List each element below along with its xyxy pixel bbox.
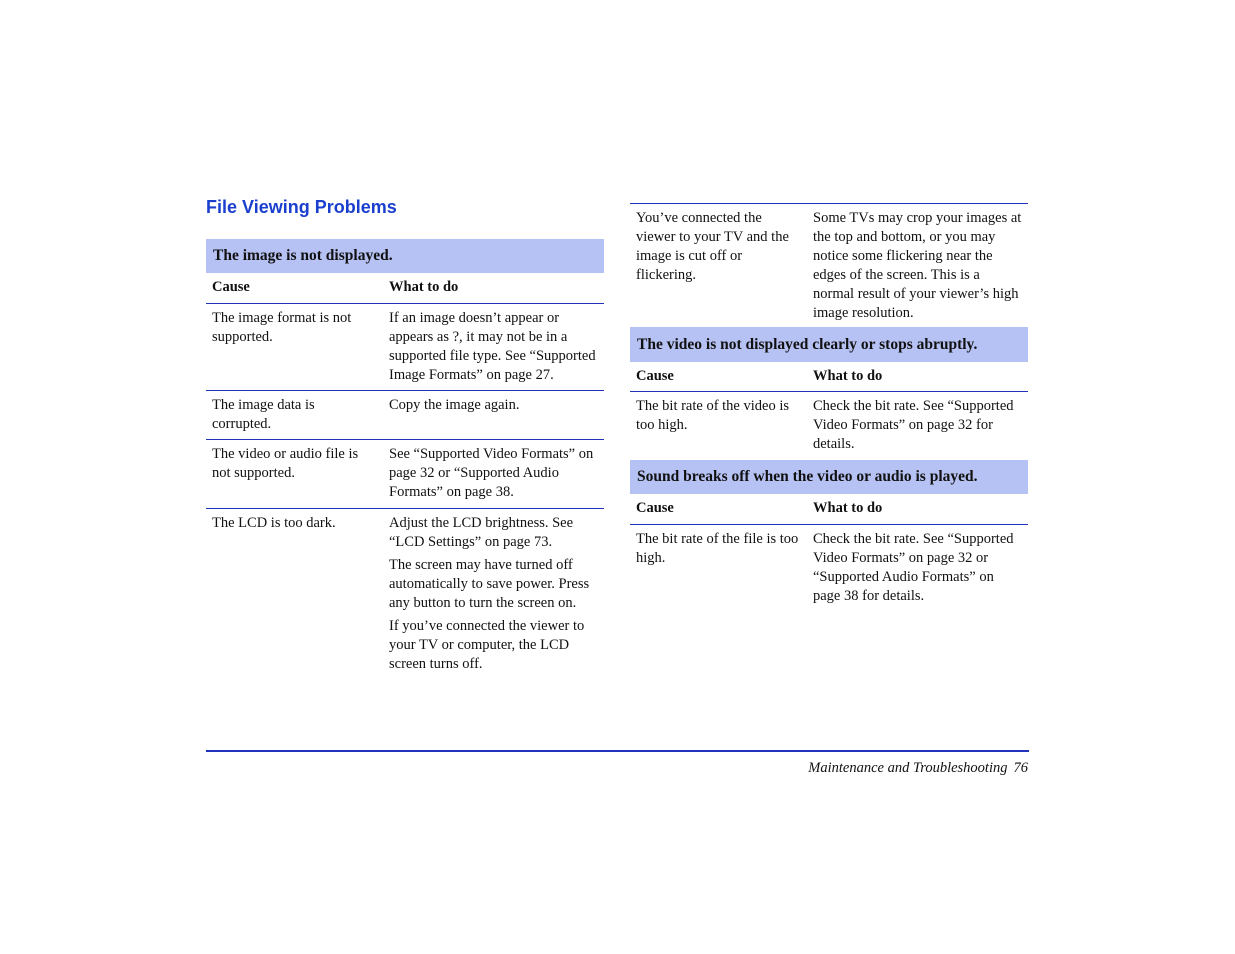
what-to-do-cell: Adjust the LCD brightness. See “LCD Settings” on page 73. The screen may have turned off automatically to save power. Press any button to turn the screen on. If you’ve connected the viewer to your TV or computer, the LCD screen turns off. bbox=[389, 515, 590, 672]
right-column bbox=[630, 203, 1028, 606]
footer-section-title: Maintenance and Troubleshooting bbox=[808, 760, 1008, 776]
table-heading: The image is not displayed. bbox=[206, 239, 604, 273]
video-not-displayed-table bbox=[630, 327, 1028, 460]
cause-cell: The image format is not supported. bbox=[212, 310, 352, 345]
table-header-row bbox=[206, 273, 604, 304]
what-to-do-cell: Check the bit rate. See “Supported Video Formats” on page 32 for details. bbox=[813, 398, 1014, 452]
cause-column-header: Cause bbox=[636, 500, 674, 516]
table-header-row bbox=[630, 362, 1028, 392]
page-title: File Viewing Problems bbox=[206, 197, 397, 217]
cause-cell: The LCD is too dark. bbox=[212, 515, 336, 531]
footer-divider bbox=[206, 750, 1029, 752]
what-to-do-cell: See “Supported Video Formats” on page 32 or “Supported Audio Formats” on page 38. bbox=[389, 446, 594, 500]
cause-cell: The bit rate of the video is too high. bbox=[636, 398, 790, 433]
table-heading: Sound breaks off when the video or audio is played. bbox=[630, 460, 1028, 494]
what-to-do-cell: If an image doesn’t appear or appears as ?, it may not be in a supported file type. See “Supported Image Formats” on page 27. bbox=[389, 310, 596, 383]
table-row bbox=[206, 509, 604, 674]
cause-cell: The image data is corrupted. bbox=[212, 397, 315, 432]
table-row bbox=[206, 391, 604, 440]
table-heading: The video is not displayed clearly or stops abruptly. bbox=[630, 327, 1028, 362]
what-to-do-column-header: What to do bbox=[389, 279, 459, 295]
sound-breaks-off-table bbox=[630, 460, 1028, 606]
table-row bbox=[630, 525, 1028, 606]
what-to-do-column-header: What to do bbox=[813, 368, 883, 384]
what-to-do-cell: Copy the image again. bbox=[389, 397, 520, 413]
what-to-do-column-header: What to do bbox=[813, 500, 883, 516]
table-header-row bbox=[630, 494, 1028, 525]
cause-cell: The bit rate of the file is too high. bbox=[636, 531, 799, 566]
cause-cell: The video or audio file is not supported. bbox=[212, 446, 359, 481]
page-footer bbox=[808, 760, 1028, 777]
what-to-do-cell: Check the bit rate. See “Supported Video Formats” on page 32 or “Supported Audio Formats” on page 38 for details. bbox=[813, 531, 1014, 604]
image-not-displayed-table bbox=[206, 239, 604, 674]
cause-column-header: Cause bbox=[212, 279, 250, 295]
what-to-do-cell: Some TVs may crop your images at the top and bottom, or you may notice some flickering near the edges of the screen. This is a normal result of your viewer’s high image resolution. bbox=[813, 210, 1022, 321]
table-row bbox=[630, 203, 1028, 327]
cause-cell: You’ve connected the viewer to your TV and the image is cut off or flickering. bbox=[636, 210, 789, 283]
cause-column-header: Cause bbox=[636, 368, 674, 384]
page-number: 76 bbox=[1013, 760, 1028, 776]
table-row bbox=[630, 392, 1028, 460]
table-row bbox=[206, 304, 604, 391]
table-row bbox=[206, 440, 604, 509]
